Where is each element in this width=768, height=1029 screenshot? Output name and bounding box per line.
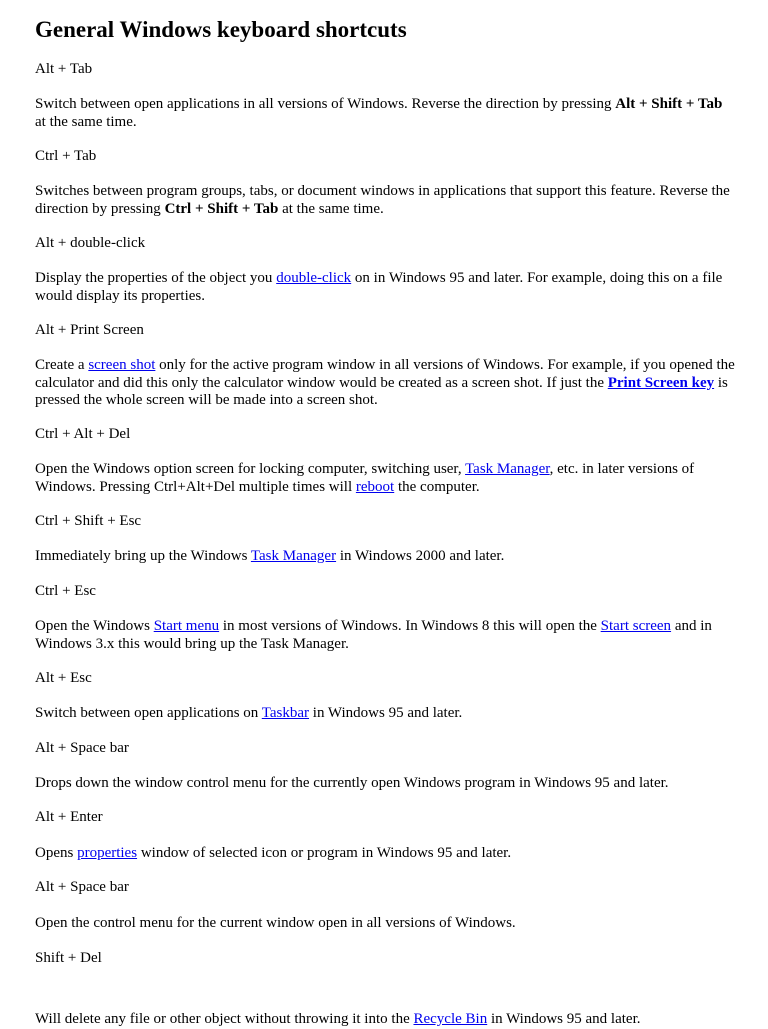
description-text: Open the control menu for the current window open in all versions of Windows. <box>35 915 516 931</box>
description-alt-tab <box>35 96 735 131</box>
double-click-link[interactable]: double-click <box>276 270 352 286</box>
description-shift-del <box>35 1011 735 1029</box>
screen-shot-link[interactable]: screen shot <box>88 357 156 373</box>
description-text: in Windows 95 and later. <box>309 705 463 721</box>
description-text: at the same time. <box>35 113 137 130</box>
shortcut-ctrl-tab: Ctrl + Tab <box>35 148 97 164</box>
shortcut-alt-tab: Alt + Tab <box>35 61 93 77</box>
description-text: window of selected icon or program in Windows 95 and later. <box>137 845 512 861</box>
description-text: the computer. <box>394 478 480 495</box>
description-text: Display the properties of the object you <box>35 270 277 286</box>
description-alt-esc <box>35 705 735 723</box>
print-screen-key-link[interactable]: Print Screen key <box>607 374 715 391</box>
shortcut-ctrl-alt-del: Ctrl + Alt + Del <box>35 426 131 442</box>
description-text: in most versions of Windows. In Windows 8 this will open the <box>219 618 601 634</box>
description-text: Opens <box>35 845 78 861</box>
description-ctrl-tab <box>35 183 735 218</box>
shortcut-alt-double-click: Alt + double-click <box>35 235 146 251</box>
description-text: Will delete any file or other object without throwing it into the <box>35 1011 414 1027</box>
task-manager-link[interactable]: Task Manager <box>250 548 337 564</box>
task-manager-link[interactable]: Task Manager <box>465 461 550 477</box>
description-alt-print-screen <box>35 357 735 410</box>
properties-link[interactable]: properties <box>77 845 138 861</box>
description-text: and in Windows 3.x this would bring up the Task Manager. <box>35 618 712 652</box>
page-title: General Windows keyboard shortcuts <box>35 17 407 42</box>
shortcut-alt-enter: Alt + Enter <box>35 809 103 825</box>
shortcut-shift-del: Shift + Del <box>35 950 102 966</box>
description-alt-enter <box>35 845 735 863</box>
shortcut-alt-print-screen: Alt + Print Screen <box>35 322 144 338</box>
shortcut-ctrl-esc: Ctrl + Esc <box>35 583 96 599</box>
description-text: is pressed the whole screen will be made into a screen shot. <box>35 374 728 408</box>
description-text: on in Windows 95 and later. For example, doing this on a file would display its properties. <box>35 270 723 304</box>
description-text: , etc. in later versions of Windows. Pressing Ctrl+Alt+Del multiple times will <box>35 461 695 495</box>
recycle-bin-link[interactable]: Recycle Bin <box>413 1011 488 1027</box>
description-text: Open the Windows option screen for locking computer, switching user, <box>35 461 466 477</box>
description-ctrl-esc <box>35 618 735 653</box>
description-text: at the same time. <box>278 200 384 217</box>
shortcut-keys-bold: Ctrl + Shift + Tab <box>164 200 279 217</box>
reboot-link[interactable]: reboot <box>355 478 395 495</box>
shortcut-alt-space-bar-second: Alt + Space bar <box>35 879 129 895</box>
description-alt-space-bar-second <box>35 915 735 933</box>
description-alt-double-click <box>35 270 735 305</box>
shortcut-keys-bold: Alt + Shift + Tab <box>615 96 723 112</box>
description-text: Drops down the window control menu for the currently open Windows program in Windows 95 and later. <box>35 775 669 791</box>
description-text: Switch between open applications on <box>35 705 262 721</box>
description-text: Switch between open applications in all versions of Windows. Reverse the direction by pressing <box>35 96 616 112</box>
description-text: Create a <box>35 357 89 373</box>
start-menu-link[interactable]: Start menu <box>153 618 220 634</box>
description-text: only for the active program window in all versions of Windows. For example, if you opened the calculator and did this only the calculator window would be created as a screen shot. If just the <box>35 357 735 391</box>
description-ctrl-shift-esc <box>35 548 735 566</box>
shortcut-alt-space-bar: Alt + Space bar <box>35 740 129 756</box>
description-text: Switches between program groups, tabs, or document windows in applications that support this feature. Reverse the direction by pressing <box>35 183 730 217</box>
shortcut-ctrl-shift-esc: Ctrl + Shift + Esc <box>35 513 142 529</box>
description-alt-space-bar <box>35 775 735 793</box>
description-ctrl-alt-del <box>35 461 735 496</box>
description-text: in Windows 95 and later. <box>487 1011 641 1027</box>
shortcut-alt-esc: Alt + Esc <box>35 670 92 686</box>
start-screen-link[interactable]: Start screen <box>600 618 672 634</box>
description-text: in Windows 2000 and later. <box>336 548 505 564</box>
taskbar-link[interactable]: Taskbar <box>261 705 310 721</box>
description-text: Open the Windows <box>35 618 154 634</box>
description-text: Immediately bring up the Windows <box>35 548 251 564</box>
